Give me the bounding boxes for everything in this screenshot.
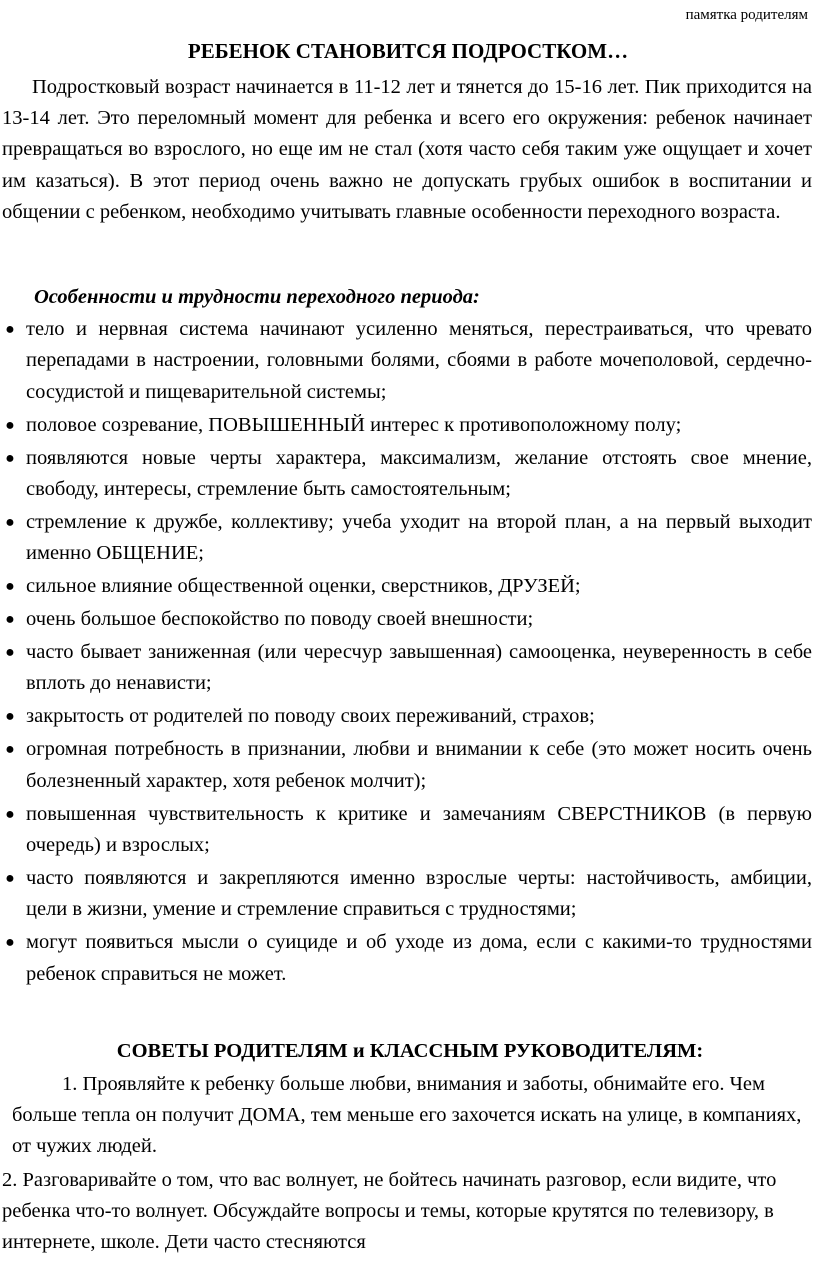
bullet-icon: ● — [5, 708, 15, 726]
advice-item-1: 1. Проявляйте к ребенку больше любви, внимания и заботы, обнимайте его. Чем больше тепла он получит ДОМА, тем меньше его захочется искать на улице, в компаниях, от чужих людей. — [12, 1073, 802, 1158]
bullet-icon: ● — [5, 416, 15, 434]
bullet-icon: ● — [5, 321, 15, 338]
list-item — [0, 799, 812, 862]
list-item-text: очень большое беспокойство по поводу своей внешности; — [26, 608, 534, 631]
list-item-text: закрытость от родителей по поводу своих переживаний, страхов; — [26, 705, 595, 728]
features-list — [0, 314, 812, 992]
list-item — [0, 571, 812, 602]
bullet-icon: ● — [5, 611, 15, 629]
list-item — [0, 927, 812, 990]
list-item — [0, 410, 812, 441]
bullet-icon: ● — [5, 449, 15, 467]
list-item-text: могут появиться мысли о суициде и об уходе из дома, если с какими-то трудностями ребенок справиться не может. — [26, 931, 812, 985]
bullet-icon: ● — [5, 578, 15, 596]
list-item — [0, 863, 812, 926]
bullet-icon: ● — [5, 869, 15, 887]
bullet-icon: ● — [5, 805, 15, 823]
list-item-text: повышенная чувствительность к критике и замечаниям СВЕРСТНИКОВ (в первую очередь) и взрослых; — [26, 802, 812, 856]
list-item-text: огромная потребность в признании, любви и внимании к себе (это может носить очень болезненный характер, хотя ребенок молчит); — [26, 738, 812, 792]
page-title: РЕБЕНОК СТАНОВИТСЯ ПОДРОСТКОМ… — [187, 39, 629, 63]
advice-heading: СОВЕТЫ РОДИТЕЛЯМ и КЛАССНЫМ РУКОВОДИТЕЛЯМ: — [116, 1040, 704, 1062]
list-item — [0, 314, 812, 408]
list-item — [0, 507, 812, 570]
list-item — [0, 637, 812, 700]
list-item-text: появляются новые черты характера, максимализм, желание отстоять свое мнение, свободу, интересы, стремление быть самостоятельным; — [26, 446, 812, 501]
list-item — [0, 734, 812, 797]
bullet-icon: ● — [5, 513, 15, 531]
intro-paragraph: Подростковый возраст начинается в 11-12 лет и тянется до 15-16 лет. Пик приходится на 13-14 лет. Это переломный момент для ребенка и всего его окружения: ребенок начинает превращаться во взрослого, но еще им не стал (хотя часто себя таким уже ощущает и хочет им казаться). В этот период очень важно не допускать грубых ошибок в воспитании и общении с ребенком, необходимо учитывать главные особенности переходного возраста. — [2, 76, 812, 223]
list-item — [0, 604, 812, 635]
list-item-text: половое созревание, ПОВЫШЕННЫЙ интерес к противоположному полу; — [26, 413, 682, 436]
list-item-text: часто бывает заниженная (или чересчур завышенная) самооценка, неуверенность в себе вплоть до ненависти; — [26, 641, 812, 695]
bullet-icon: ● — [5, 644, 15, 662]
list-item-text: тело и нервная система начинают усиленно меняться, перестраиваться, что чревато перепадами в настроении, головными болями, сбоями в работе мочеполовой, сердечно-сосудистой и пищеварительной системы; — [26, 318, 812, 403]
features-heading: Особенности и трудности переходного периода: — [34, 286, 480, 308]
list-item-text: сильное влияние общественной оценки, сверстников, ДРУЗЕЙ; — [26, 575, 581, 598]
list-item-text: стремление к дружбе, коллективу; учеба уходит на второй план, а на первый выходит именно ОБЩЕНИЕ; — [26, 510, 812, 565]
list-item — [0, 701, 812, 732]
list-item — [0, 443, 812, 506]
advice-item-2: 2. Разговаривайте о том, что вас волнует, не бойтесь начинать разговор, если видите, что ребенка что-то волнует. Обсуждайте вопросы и темы, которые крутятся по телевизору, в интернете, школе. Дети часто стесняются — [2, 1169, 777, 1254]
header-note: памятка родителям — [685, 7, 808, 23]
list-item-text: часто появляются и закрепляются именно взрослые черты: настойчивость, амбиции, цели в жизни, умение и стремление справиться с трудностями; — [26, 866, 812, 921]
bullet-icon: ● — [5, 934, 15, 952]
bullet-icon: ● — [5, 741, 15, 759]
